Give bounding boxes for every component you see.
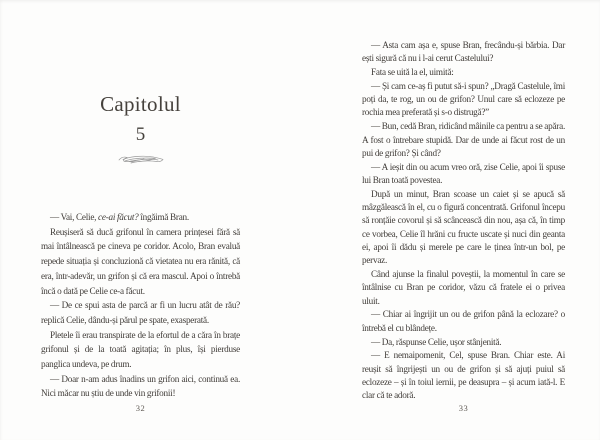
right-page-text xyxy=(362,0,565,403)
paragraph xyxy=(362,336,565,349)
text-run: După un minut, Bran scoase un caiet și se apucă să mâzgălească în el, cu o figură concentrată. Grifonul începu să ronțăie covorul și să scâncească din nou, așa că, în timp ce vorbea, Celie îl hrăni cu fructe uscate și nuci din geanta ei, apoi îi dădu și merele pe care le ținea într-un bol, pe pervaz. xyxy=(362,188,565,266)
page-left xyxy=(41,0,240,440)
paragraph xyxy=(362,308,565,335)
text-run: Fata se uită la el, uimită: xyxy=(371,67,454,78)
paragraph xyxy=(41,372,240,401)
text-run: — Și cam ce-aș fi putut să-i spun? „Dragă Castelule, îmi poți da, te rog, un ou de grifon? Unul care să eclozeze pe rochia mea preferată și s-o distrugă?” xyxy=(362,80,565,118)
paragraph xyxy=(41,328,240,372)
paragraph xyxy=(362,349,565,402)
left-page-text xyxy=(41,210,240,401)
text-run: — Doar n-am adus înadins un grifon aici, continuă ea. Nici măcar nu știu de unde vin grifonii! xyxy=(41,373,240,399)
paragraph xyxy=(41,298,240,327)
text-run: — Asta cam așa e, spuse Bran, frecându-și bărbia. Dar ești sigură că nu i l-ai cerut Castelului? xyxy=(362,40,565,64)
italic-text: ce-ai făcut? xyxy=(98,212,139,222)
text-run: — Da, răspunse Celie, ușor stânjenită. xyxy=(371,336,502,347)
text-run: — A ieșit din ou acum vreo oră, zise Celie, apoi îi spuse lui Bran toată povestea. xyxy=(362,161,565,185)
text-run: Când ajunse la finalul poveștii, la momentul în care se întâlnise cu Bran pe coridor, văzu că fratele ei o privea uluit. xyxy=(362,269,565,306)
text-run: — Chiar ai îngrijit un ou de grifon până la eclozare? o întrebă el cu blândețe. xyxy=(362,309,565,333)
right-page-number: 33 xyxy=(458,403,469,413)
text-run: Reușiseră să ducă grifonul în camera prințesei fără să mai întâlnească pe cineva pe coridor. Acolo, Bran evaluă repede situația și concluzionă că vietatea nu era rănită, că era, într-adevăr, un grifon și că era mascul. Apoi o întrebă încă o dată pe Celie ce-a făcut. xyxy=(41,226,240,296)
text-run: — De ce spui asta de parcă ar fi un lucru atât de rău? replică Celie, dându-și părul pe spate, exasperată. xyxy=(41,300,240,325)
text-run: — E nemaipomenit, Cel, spuse Bran. Chiar este. Ai reușit să îngrijești un ou de grifon și să ajuți puiul să eclozeze – și în toiul iernii, pe deasupra – și acum iată-l. E clar că te adoră. xyxy=(362,350,565,401)
chapter-number: 5 xyxy=(135,124,146,145)
paragraph xyxy=(362,80,565,120)
paragraph xyxy=(41,225,240,299)
text-run: — Bun, cedă Bran, ridicând mâinile ca pentru a se apăra. A fost o întrebare stupidă. Dar de unde ai făcut rost de un pui de grifon? Și când? xyxy=(362,121,565,158)
text-run: — Vai, Celie, xyxy=(50,212,99,222)
paragraph xyxy=(362,120,565,160)
chapter-heading xyxy=(41,92,240,166)
paragraph xyxy=(362,39,565,66)
chapter-label: Capitolul xyxy=(100,92,181,116)
paragraph xyxy=(41,210,240,225)
chapter-ornament-icon xyxy=(41,152,240,166)
text-run: îngăimă Bran. xyxy=(138,212,189,222)
paragraph xyxy=(362,161,565,188)
paragraph xyxy=(362,188,565,268)
text-run: Pletele îi erau transpirate de la efortul de a căra în brațe grifonul și de la toată agitația; în plus, își pierduse panglica undeva, pe drum. xyxy=(41,329,240,370)
paragraph xyxy=(362,66,565,79)
paragraph xyxy=(362,268,565,308)
left-page-number: 32 xyxy=(135,403,146,413)
page-right xyxy=(362,0,565,440)
